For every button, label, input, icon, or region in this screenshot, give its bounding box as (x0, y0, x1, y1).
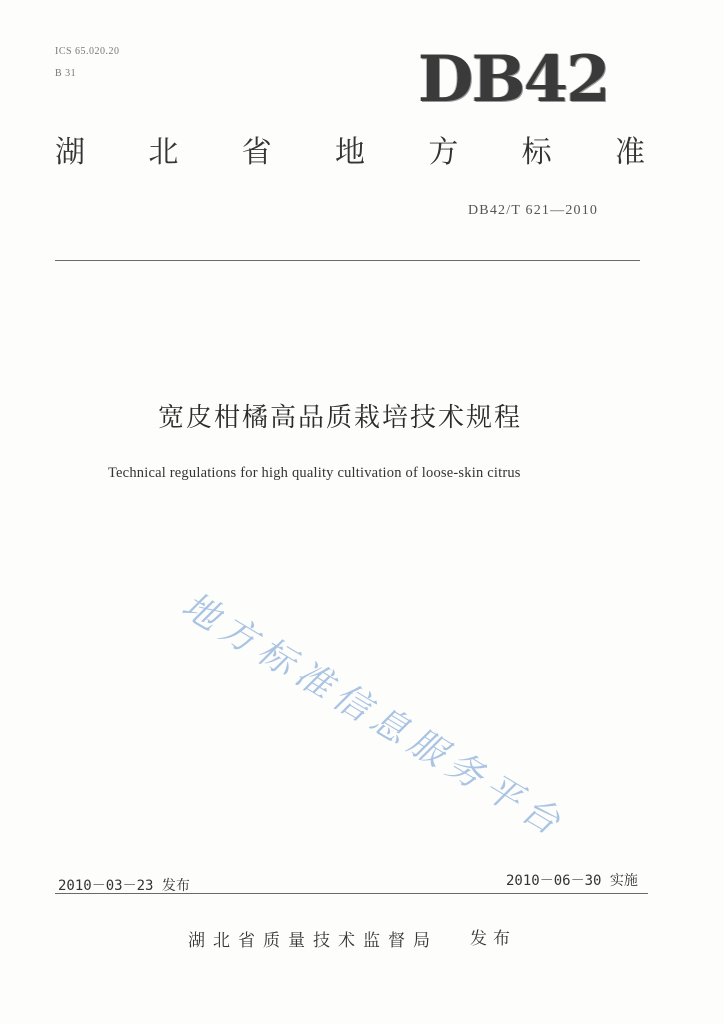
category-char: 湖 (55, 135, 85, 170)
issuer-action: 发布 (470, 929, 516, 949)
watermark: 地方标准信息服务平台 (174, 584, 573, 847)
category-char: 北 (148, 135, 179, 170)
category-char: 地 (334, 135, 365, 170)
category-char: 方 (428, 135, 459, 170)
implement-date: 2010－06－30 实施 (506, 873, 638, 889)
publish-date: 2010－03－23 发布 (58, 878, 190, 894)
footer-divider (55, 893, 648, 894)
header-divider (55, 260, 640, 261)
db-code-logo: DB42 (418, 42, 609, 117)
title-english: Technical regulations for high quality cultivation of loose-skin citrus (108, 465, 521, 481)
ccs-code: B 31 (55, 68, 77, 79)
issuing-authority: 湖北省质量技术监督局 (188, 931, 438, 951)
standard-number: DB42/T 621—2010 (468, 203, 599, 218)
category-char: 省 (241, 135, 272, 170)
category-char: 准 (614, 135, 645, 170)
standard-category-heading (55, 135, 645, 170)
title-chinese: 宽皮柑橘高品质栽培技术规程 (158, 403, 523, 433)
ics-code: ICS 65.020.20 (55, 46, 120, 57)
category-char: 标 (521, 135, 552, 170)
